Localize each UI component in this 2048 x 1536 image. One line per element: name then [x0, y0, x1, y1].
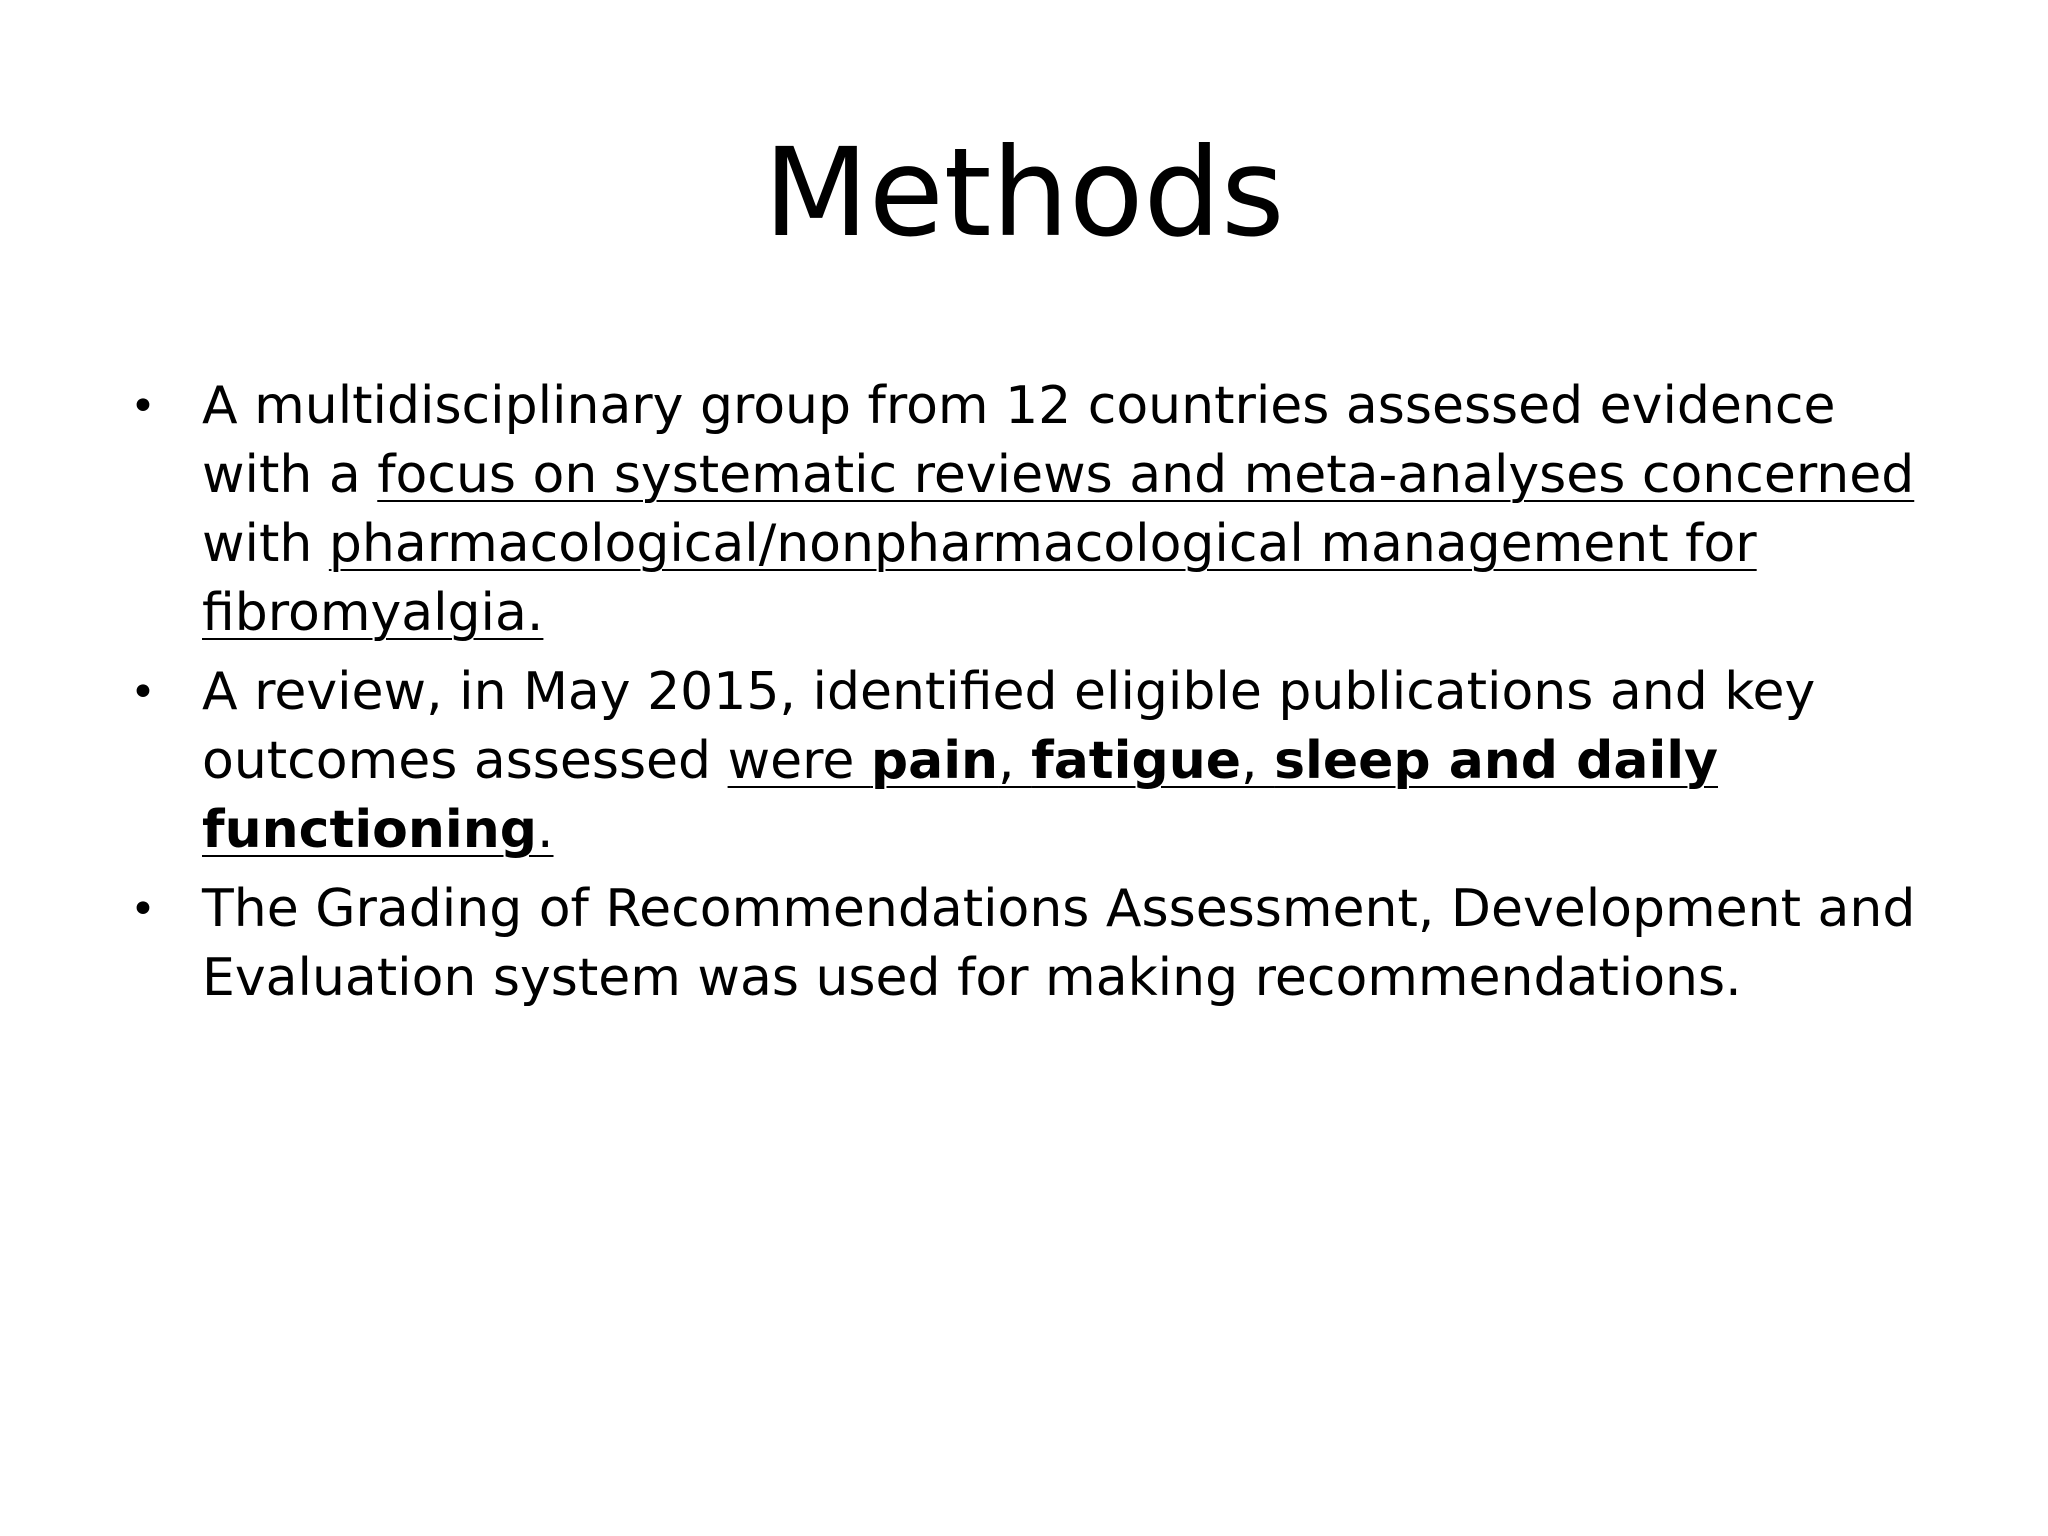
bullet-2-period: . — [536, 800, 554, 860]
bullet-icon: • — [130, 884, 156, 935]
bullet-3-text: The Grading of Recommendations Assessment, Development and Evaluation system was used for making recommendations. — [202, 879, 1916, 1008]
bullet-1-underlined-focus: focus on systematic reviews and meta-analyses concerned — [377, 445, 1915, 505]
bullet-2-pain: pain — [870, 731, 999, 791]
bullet-2-fatigue: fatigue — [1031, 731, 1241, 791]
bullet-2-comma-1: , — [998, 731, 1032, 791]
bullet-1-underlined-management: pharmacological/nonpharmacological management for fibromyalgia. — [202, 514, 1757, 643]
bullet-2-comma-2: , — [1241, 731, 1275, 791]
bullet-item-2 — [116, 658, 1936, 865]
bullet-2-sleep-functioning: sleep and daily functioning — [202, 731, 1718, 860]
bullet-icon: • — [130, 381, 156, 432]
slide-title: Methods — [763, 122, 1285, 264]
bullet-1-text-a: A multidisciplinary group from 12 countries assessed evidence with a — [202, 376, 1836, 505]
bullet-icon: • — [130, 667, 156, 718]
bullet-1-text-b: with — [202, 514, 329, 574]
bullet-item-3 — [116, 875, 1936, 1013]
bullet-item-1 — [116, 372, 1936, 648]
bullet-list — [116, 372, 1936, 1023]
bullet-2-text-a: A review, in May 2015, identified eligible publications and key outcomes assessed — [202, 662, 1816, 791]
bullet-2-were: were — [727, 731, 871, 791]
